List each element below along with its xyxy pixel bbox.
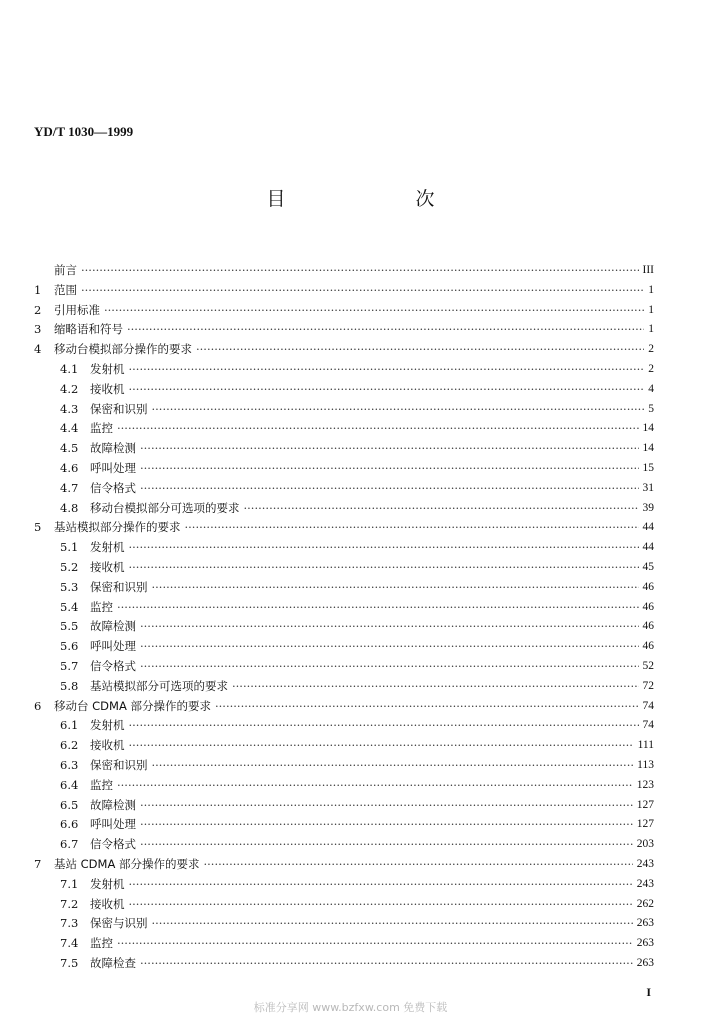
toc-leader-dots — [140, 637, 639, 657]
toc-entry — [34, 677, 654, 697]
toc-entry-page: 262 — [636, 897, 654, 910]
toc-entry-number: 7.2 — [60, 896, 79, 911]
toc-leader-dots — [232, 677, 639, 697]
table-of-contents — [34, 261, 654, 974]
toc-entry-number: 7.1 — [60, 876, 79, 891]
toc-entry-title: 监控 — [90, 936, 113, 951]
toc-leader-dots — [152, 756, 634, 776]
toc-entry-page: 203 — [636, 838, 654, 851]
toc-entry — [34, 578, 654, 598]
toc-entry-number: 5.4 — [60, 599, 79, 614]
toc-entry — [34, 697, 654, 717]
toc-entry-page: 263 — [636, 937, 654, 950]
toc-entry — [34, 637, 654, 657]
toc-entry-title: 移动台模拟部分操作的要求 — [54, 342, 192, 357]
toc-entry-page: 45 — [642, 560, 654, 573]
toc-leader-dots — [129, 558, 639, 578]
toc-leader-dots — [196, 340, 644, 360]
toc-entry — [34, 796, 654, 816]
toc-leader-dots — [140, 479, 639, 499]
toc-leader-dots — [140, 954, 633, 974]
page-number: I — [646, 985, 651, 999]
toc-leader-dots — [152, 914, 633, 934]
toc-leader-dots — [215, 697, 639, 717]
toc-entry-number: 7.5 — [60, 955, 79, 970]
toc-entry-number: 5.1 — [60, 540, 79, 555]
toc-entry-number: 6.4 — [60, 777, 79, 792]
toc-entry-title: 接收机 — [90, 896, 125, 911]
toc-entry — [34, 934, 654, 954]
toc-entry — [34, 756, 654, 776]
toc-entry — [34, 895, 654, 915]
toc-entry-title: 保密与识别 — [90, 916, 148, 931]
toc-entry-title: 故障检测 — [90, 441, 136, 456]
toc-entry-number: 5 — [34, 520, 42, 535]
toc-entry-page: 243 — [636, 857, 654, 870]
toc-entry-number: 7 — [34, 856, 42, 871]
toc-entry-page: 263 — [636, 956, 654, 969]
toc-entry-number: 6.5 — [60, 797, 79, 812]
toc-entry — [34, 657, 654, 677]
toc-entry-title: 发射机 — [90, 876, 125, 891]
toc-leader-dots — [129, 736, 634, 756]
toc-entry-number: 4.5 — [60, 441, 79, 456]
toc-entry-title: 基站模拟部分可选项的要求 — [90, 678, 228, 693]
toc-entry — [34, 340, 654, 360]
toc-entry-title: 故障检查 — [90, 955, 136, 970]
toc-leader-dots — [129, 538, 639, 558]
toc-entry-page: 4 — [648, 382, 654, 395]
toc-entry-page: 2 — [648, 343, 654, 356]
toc-entry — [34, 716, 654, 736]
toc-entry — [34, 439, 654, 459]
toc-entry-page: 46 — [642, 580, 654, 593]
toc-entry — [34, 875, 654, 895]
toc-entry-title: 监控 — [90, 599, 113, 614]
toc-entry — [34, 538, 654, 558]
toc-entry-title: 发射机 — [90, 361, 125, 376]
toc-entry-page: 14 — [642, 422, 654, 435]
toc-entry-title: 呼叫处理 — [90, 639, 136, 654]
toc-leader-dots — [185, 518, 639, 538]
toc-leader-dots — [81, 261, 639, 281]
toc-entry-number: 5.3 — [60, 579, 79, 594]
toc-entry-page: 74 — [642, 719, 654, 732]
toc-leader-dots — [129, 360, 645, 380]
toc-entry-title: 基站 CDMA 部分操作的要求 — [54, 856, 200, 871]
toc-entry-number: 7.3 — [60, 916, 79, 931]
toc-entry — [34, 261, 654, 281]
toc-entry-number: 6 — [34, 698, 42, 713]
toc-entry-number: 7.4 — [60, 936, 79, 951]
toc-entry-number: 6.1 — [60, 718, 79, 733]
toc-entry — [34, 499, 654, 519]
toc-entry — [34, 815, 654, 835]
toc-entry-title: 呼叫处理 — [90, 817, 136, 832]
toc-entry — [34, 301, 654, 321]
toc-entry — [34, 954, 654, 974]
page-title: 目 次 — [266, 188, 497, 210]
toc-leader-dots — [129, 716, 639, 736]
toc-entry — [34, 281, 654, 301]
toc-entry — [34, 776, 654, 796]
toc-entry-title: 保密和识别 — [90, 401, 148, 416]
toc-entry-page: 111 — [637, 739, 654, 752]
toc-entry-page: 1 — [648, 283, 654, 296]
toc-entry-title: 监控 — [90, 777, 113, 792]
toc-entry-number: 4.2 — [60, 381, 79, 396]
toc-entry — [34, 835, 654, 855]
toc-entry-page: 123 — [636, 778, 654, 791]
toc-entry — [34, 736, 654, 756]
toc-entry-number: 6.3 — [60, 757, 79, 772]
toc-leader-dots — [117, 934, 633, 954]
toc-entry-title: 接收机 — [90, 559, 125, 574]
toc-entry-page: 263 — [636, 917, 654, 930]
toc-entry — [34, 617, 654, 637]
toc-entry-page: 127 — [636, 818, 654, 831]
toc-entry-page: 1 — [648, 323, 654, 336]
toc-entry-title: 保密和识别 — [90, 757, 148, 772]
toc-leader-dots — [129, 895, 633, 915]
toc-leader-dots — [152, 400, 645, 420]
toc-leader-dots — [104, 301, 644, 321]
toc-entry-title: 引用标准 — [54, 302, 100, 317]
toc-entry-title: 移动台 CDMA 部分操作的要求 — [54, 698, 211, 713]
toc-entry-title: 移动台模拟部分可选项的要求 — [90, 500, 240, 515]
toc-leader-dots — [140, 459, 639, 479]
toc-leader-dots — [244, 499, 639, 519]
toc-entry-page: 243 — [636, 877, 654, 890]
toc-entry-title: 发射机 — [90, 718, 125, 733]
toc-entry-page: 52 — [642, 659, 654, 672]
toc-leader-dots — [140, 657, 639, 677]
toc-entry — [34, 518, 654, 538]
toc-entry-page: 72 — [642, 679, 654, 692]
toc-entry-number: 4.8 — [60, 500, 79, 515]
document-code: YD/T 1030—1999 — [34, 124, 134, 139]
toc-entry-number: 2 — [34, 302, 42, 317]
toc-entry-page: 39 — [642, 501, 654, 514]
toc-entry-page: 46 — [642, 620, 654, 633]
toc-entry-number: 5.5 — [60, 619, 79, 634]
toc-entry-title: 故障检测 — [90, 797, 136, 812]
toc-entry-page: 15 — [642, 461, 654, 474]
toc-entry-title: 信令格式 — [90, 837, 136, 852]
toc-leader-dots — [152, 578, 639, 598]
toc-entry-page: 127 — [636, 798, 654, 811]
toc-entry-page: 5 — [648, 402, 654, 415]
toc-entry-number: 5.2 — [60, 559, 79, 574]
toc-entry-number: 3 — [34, 322, 42, 337]
toc-leader-dots — [140, 815, 633, 835]
toc-entry-page: 46 — [642, 640, 654, 653]
toc-entry — [34, 558, 654, 578]
toc-leader-dots — [117, 776, 633, 796]
toc-entry-number: 6.6 — [60, 817, 79, 832]
toc-entry-page: 44 — [642, 541, 654, 554]
toc-entry — [34, 914, 654, 934]
toc-entry-number: 6.7 — [60, 837, 79, 852]
toc-entry — [34, 360, 654, 380]
toc-entry-title: 发射机 — [90, 540, 125, 555]
toc-entry-title: 信令格式 — [90, 480, 136, 495]
toc-leader-dots — [140, 439, 639, 459]
toc-entry-number: 4.4 — [60, 421, 79, 436]
toc-entry-number: 4.1 — [60, 361, 79, 376]
toc-entry-page: 31 — [642, 481, 654, 494]
toc-entry-title: 基站模拟部分操作的要求 — [54, 520, 181, 535]
toc-leader-dots — [129, 380, 645, 400]
toc-entry-title: 缩略语和符号 — [54, 322, 123, 337]
toc-entry — [34, 419, 654, 439]
toc-entry-title: 故障检测 — [90, 619, 136, 634]
toc-entry-number: 4.3 — [60, 401, 79, 416]
toc-entry-title: 呼叫处理 — [90, 460, 136, 475]
toc-entry-title: 监控 — [90, 421, 113, 436]
toc-entry-number: 4 — [34, 342, 42, 357]
toc-entry-page: 1 — [648, 303, 654, 316]
toc-leader-dots — [129, 875, 633, 895]
toc-leader-dots — [140, 835, 633, 855]
toc-entry-title: 范围 — [54, 282, 77, 297]
toc-entry-page: III — [642, 264, 654, 276]
toc-entry — [34, 400, 654, 420]
toc-entry-page: 44 — [642, 521, 654, 534]
toc-entry — [34, 380, 654, 400]
toc-leader-dots — [140, 796, 633, 816]
toc-entry-number: 1 — [34, 282, 42, 297]
toc-entry — [34, 459, 654, 479]
toc-entry — [34, 855, 654, 875]
watermark-text: 标准分享网 www.bzfxw.com 免费下载 — [253, 1001, 448, 1014]
toc-entry-title: 接收机 — [90, 381, 125, 396]
toc-leader-dots — [117, 419, 639, 439]
toc-entry-page: 14 — [642, 442, 654, 455]
toc-entry-number: 4.7 — [60, 480, 79, 495]
toc-leader-dots — [140, 617, 639, 637]
toc-entry-number: 4.6 — [60, 460, 79, 475]
toc-leader-dots — [127, 320, 644, 340]
toc-leader-dots — [81, 281, 644, 301]
toc-entry-title: 信令格式 — [90, 658, 136, 673]
toc-entry-number: 5.6 — [60, 639, 79, 654]
toc-entry-page: 2 — [648, 362, 654, 375]
toc-entry — [34, 479, 654, 499]
toc-entry-number: 5.7 — [60, 658, 79, 673]
toc-entry-number: 6.2 — [60, 738, 79, 753]
toc-entry-title: 前言 — [54, 263, 77, 277]
toc-entry — [34, 320, 654, 340]
toc-leader-dots — [203, 855, 632, 875]
toc-entry-page: 46 — [642, 600, 654, 613]
toc-entry-page: 74 — [642, 699, 654, 712]
toc-entry-title: 接收机 — [90, 738, 125, 753]
toc-entry-title: 保密和识别 — [90, 579, 148, 594]
toc-entry-page: 113 — [637, 758, 654, 771]
toc-leader-dots — [117, 598, 639, 618]
toc-entry — [34, 598, 654, 618]
toc-entry-number: 5.8 — [60, 678, 79, 693]
